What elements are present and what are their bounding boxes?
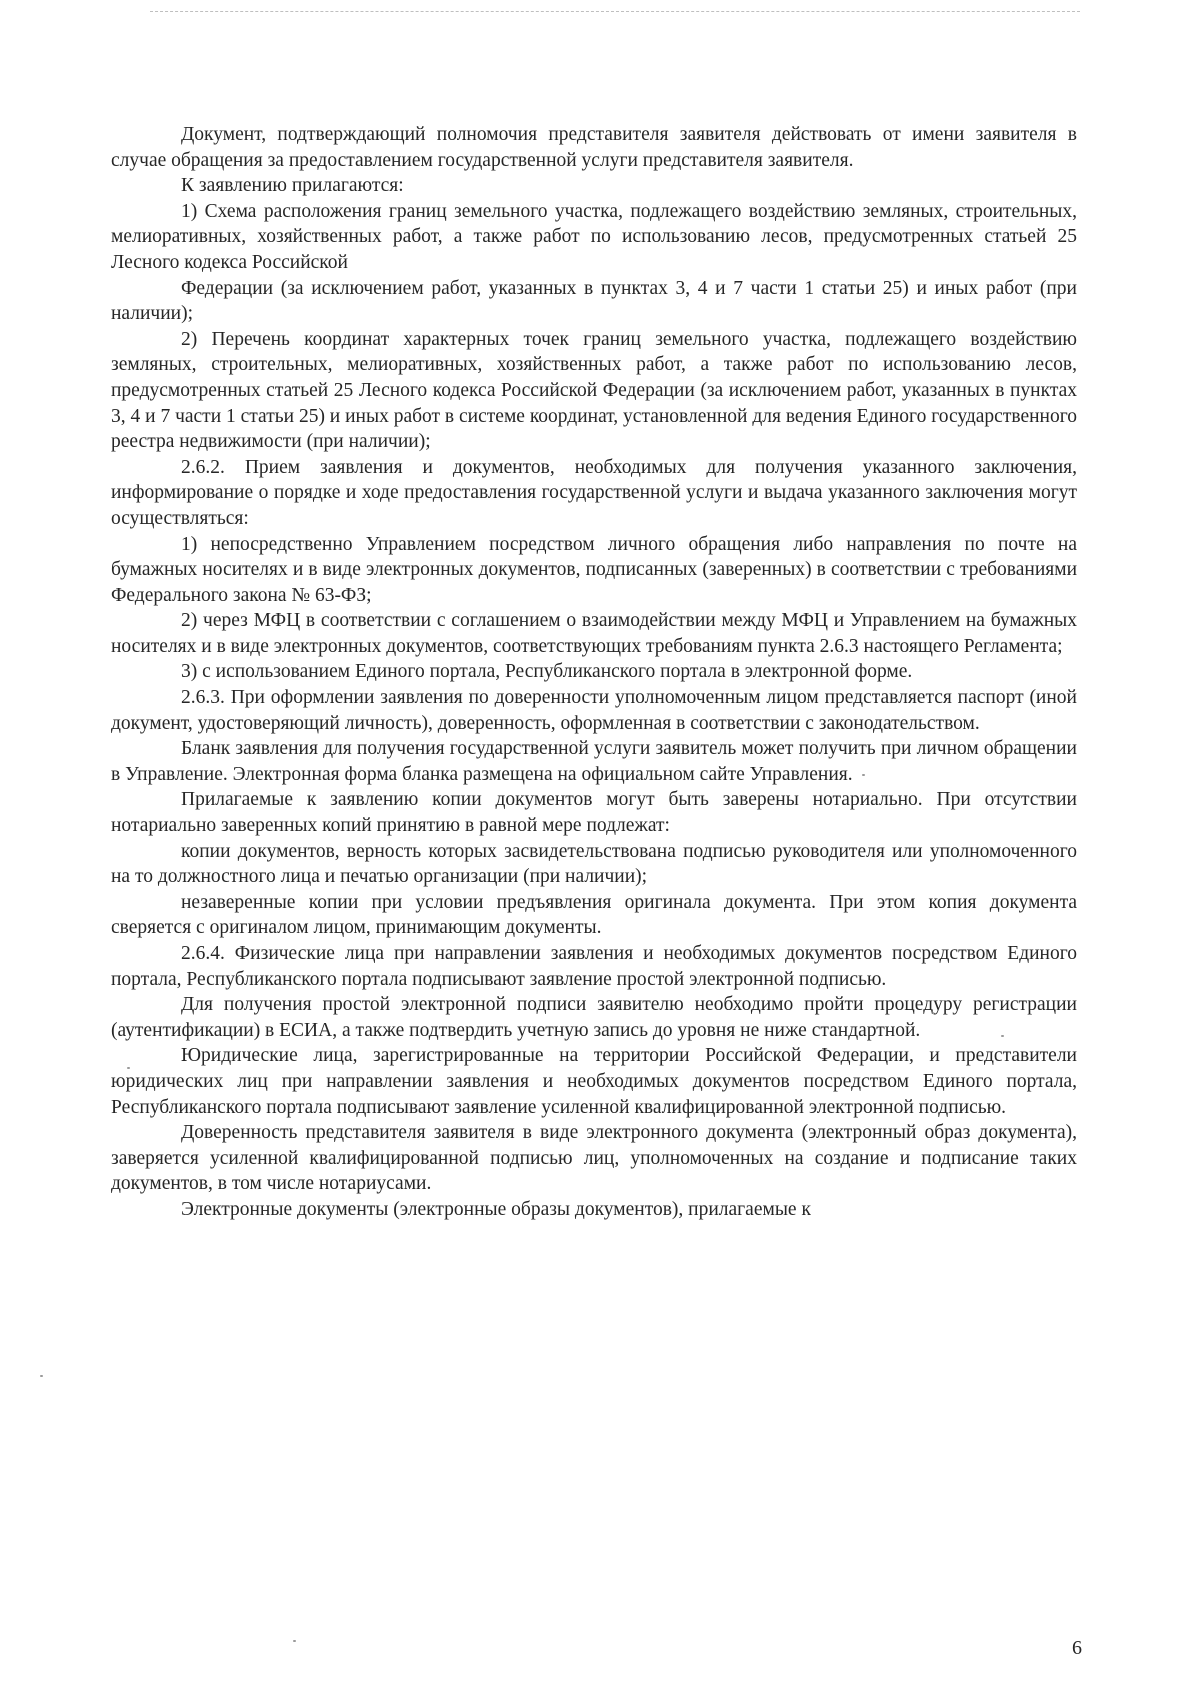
scan-speck [293, 1640, 296, 1642]
paragraph: Электронные документы (электронные образы документов), прилагаемые к [181, 1198, 811, 1220]
paragraph: 1) Схема расположения границ земельного участка, подлежащего воздействию земляных, строительных, мелиоративных, хозяйственных работ, а также работ по использованию лесов, предусмотренных статьей 25 Лесного кодекса Российской [111, 200, 1077, 273]
paragraph: 2.6.2. Прием заявления и документов, необходимых для получения указанного заключения, информирование о порядке и ходе предоставления государственной услуги и выдача указанного заключения могут осуществляться: [111, 456, 1077, 529]
paragraph: К заявлению прилагаются: [181, 175, 404, 197]
paragraph: Для получения простой электронной подписи заявителю необходимо пройти процедуру регистрации (аутентификации) в ЕСИА, а также подтвердить учетную запись до уровня не ниже стандартной. [111, 994, 1077, 1041]
paragraph: Документ, подтверждающий полномочия представителя заявителя действовать от имени заявителя в случае обращения за предоставлением государственной услуги представителя заявителя. [111, 124, 1077, 171]
scan-edge-line [150, 11, 1080, 12]
paragraph: Федерации (за исключением работ, указанных в пунктах 3, 4 и 7 части 1 статьи 25) и иных работ (при наличии); [111, 277, 1077, 325]
paragraph: 1) непосредственно Управлением посредством личного обращения либо направления по почте на бумажных носителях и в виде электронных документов, подписанных (заверенных) в соответствии с требованиями Федерального закона № 63-ФЗ; [111, 533, 1077, 606]
document-body [111, 122, 1077, 1223]
paragraph: 2) через МФЦ в соответствии с соглашением о взаимодействии между МФЦ и Управлением на бумажных носителях и в виде электронных документов, соответствующих требованиям пункта 2.6.3 настоящего Регламента; [111, 610, 1077, 657]
paragraph: незаверенные копии при условии предъявления оригинала документа. При этом копия документа сверяется с оригиналом лицом, принимающим документы. [111, 891, 1077, 939]
scan-speck [862, 774, 865, 776]
paragraph: Бланк заявления для получения государственной услуги заявитель может получить при личном обращении в Управление. Электронная форма бланка размещена на официальном сайте Управления. [111, 738, 1077, 785]
paragraph: Прилагаемые к заявлению копии документов могут быть заверены нотариально. При отсутствии нотариально заверенных копий принятию в равной мере подлежат: [111, 789, 1077, 837]
paragraph: Доверенность представителя заявителя в виде электронного документа (электронный образ документа), заверяется усиленной квалифицированной подписью лиц, уполномоченных на создание и подписание таких документов, в том числе нотариусами. [111, 1122, 1077, 1195]
scan-speck [1001, 1035, 1004, 1037]
paragraph: 3) с использованием Единого портала, Республиканского портала в электронной форме. [181, 661, 913, 683]
paragraph: Юридические лица, зарегистрированные на территории Российской Федерации, и представители юридических лиц при направлении заявления и необходимых документов посредством Единого портала, Республиканского портала подписывают заявление усиленной квалифицированной электронной подписью. [111, 1045, 1077, 1118]
paragraph: 2) Перечень координат характерных точек границ земельного участка, подлежащего воздействию земляных, строительных, мелиоративных, хозяйственных работ, а также работ по использованию лесов, предусмотренных статьей 25 Лесного кодекса Российской Федерации (за исключением работ, указанных в пунктах 3, 4 и 7 части 1 статьи 25) и иных работ в системе координат, установленной для ведения Единого государственного реестра недвижимости (при наличии); [111, 328, 1077, 453]
paragraph: 2.6.4. Физические лица при направлении заявления и необходимых документов посредством Единого портала, Республиканского портала подписывают заявление простой электронной подписью. [111, 943, 1077, 990]
scan-speck [127, 1067, 130, 1069]
paragraph: 2.6.3. При оформлении заявления по доверенности уполномоченным лицом представляется паспорт (иной документ, удостоверяющий личность), доверенность, оформленная в соответствии с законодательством. [111, 687, 1077, 734]
page-number: 6 [1072, 1637, 1082, 1659]
scan-speck [40, 1375, 43, 1377]
paragraph: копии документов, верность которых засвидетельствована подписью руководителя или уполномоченного на то должностного лица и печатью организации (при наличии); [111, 840, 1077, 888]
